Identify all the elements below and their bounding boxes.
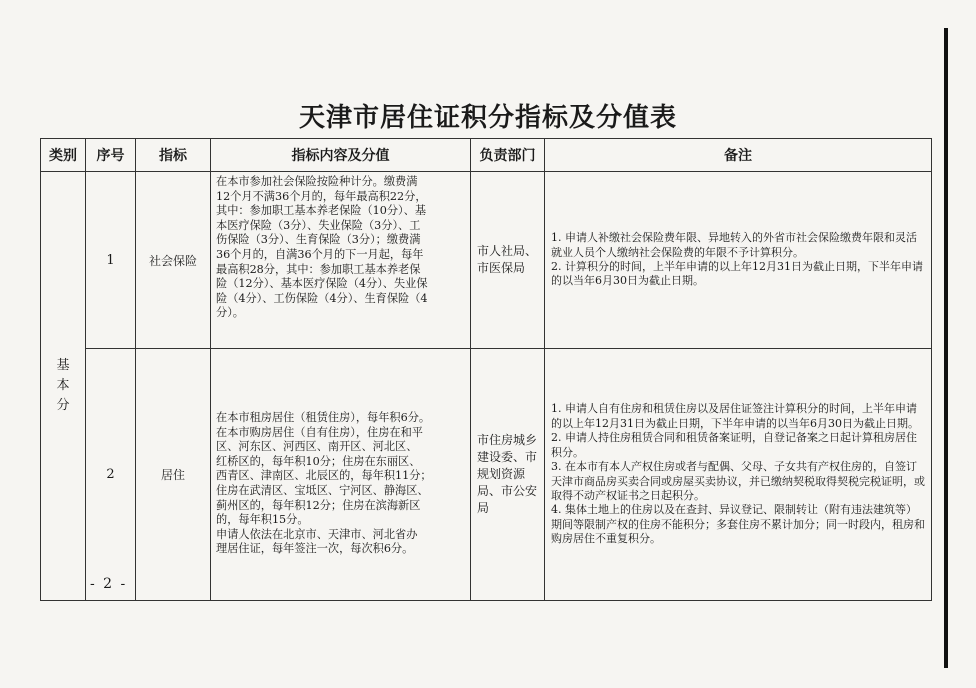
- content-line: 住房在武清区、宝坻区、宁河区、静海区、: [216, 484, 429, 497]
- content-line: 在本市租房居住（租赁住房），每年积6分。: [216, 411, 431, 425]
- content-line: 险（12分）、基本医疗保险（4分）、失业保: [216, 277, 428, 291]
- content-line: 申请人依法在北京市、天津市、河北省办: [216, 527, 418, 541]
- note-item: 1. 申请人自有住房和租赁住房以及居住证签注计算积分的时间，上半年申请的以上年12月31日为截止日期，下半年申请的以当年6月30日为截止日期。: [551, 402, 919, 430]
- header-department: 负责部门: [471, 139, 545, 172]
- page-title: 天津市居住证积分指标及分值表: [298, 103, 677, 133]
- content-line: 蓟州区的，每年积12分；住房在滨海新区: [216, 498, 421, 512]
- note-item: 4. 集体土地上的住房以及在查封、异议登记、限制转让（附有违法建筑等）期间等限制产权的住房不能积分；多套住房不累计加分；同一时段内，租房和购房居住不重复积分。: [551, 503, 925, 546]
- category-label: 基本分: [56, 358, 70, 413]
- notes-cell: [545, 349, 932, 601]
- header-indicator: 指标: [136, 139, 211, 172]
- note-item: 3. 在本市有本人产权住房或者与配偶、父母、子女共有产权住房的，自签订天津市商品房买卖合同或房屋买卖协议，并已缴纳契税取得契税完税证明，或取得不动产权证书之日起积分。: [551, 460, 925, 502]
- content-line: 36个月的，自满36个月的下一月起，每年: [216, 247, 424, 261]
- note-item: 2. 申请人持住房租赁合同和租赁备案证明，自登记备案之日起计算租房居住积分。: [551, 431, 917, 459]
- content-line: 最高积28分，其中：参加职工基本养老保: [216, 262, 421, 276]
- table-row: [41, 349, 932, 601]
- header-number: 序号: [86, 139, 136, 172]
- content-line: 其中：参加职工基本养老保险（10分）、基: [216, 204, 427, 218]
- content-line: 在本市购房居住（自有住房），住房在和平: [216, 425, 423, 439]
- row-number: 2: [86, 349, 136, 601]
- content-line: 在本市参加社会保险按险种计分。缴费满: [216, 175, 418, 188]
- content-line: 本医疗保险（3分）、失业保险（3分）、工: [216, 218, 421, 232]
- indicator-cell: 社会保险: [136, 172, 211, 349]
- header-content: 指标内容及分值: [211, 139, 471, 172]
- content-line: 伤保险（3分）、生育保险（3分）；缴费满: [216, 233, 421, 247]
- content-cell: [211, 172, 471, 349]
- content-line: 区、河东区、河西区、南开区、河北区、: [216, 440, 418, 454]
- content-line: 红桥区的，每年积10分；住房在东丽区、: [216, 454, 421, 468]
- department-cell: 市住房城乡建设委、市规划资源局、市公安局: [471, 349, 545, 601]
- department-cell: 市人社局、市医保局: [471, 172, 545, 349]
- note-item: 2. 计算积分的时间，上半年申请的以上年12月31日为截止日期，下半年申请的以当年6月30日为截止日期。: [551, 260, 923, 288]
- table-row: [41, 172, 932, 349]
- content-line: 12个月不满36个月的，每年最高积22分，: [216, 189, 427, 203]
- page-number: - 2 -: [90, 576, 128, 592]
- content-line: 险（4分）、工伤保险（4分）、生育保险（4: [216, 291, 428, 305]
- score-table: [40, 138, 932, 601]
- indicator-cell: 居住: [136, 349, 211, 601]
- content-line: 的，每年积15分。: [216, 513, 309, 527]
- content-line: 分）。: [216, 306, 244, 320]
- content-line: 西青区、津南区、北辰区的，每年积11分；: [216, 469, 432, 483]
- content-cell: [211, 349, 471, 601]
- row-number: 1: [86, 172, 136, 349]
- category-cell: [41, 172, 86, 601]
- table-header-row: [41, 139, 932, 172]
- notes-cell: [545, 172, 932, 349]
- header-notes: 备注: [545, 139, 932, 172]
- note-item: 1. 申请人补缴社会保险费年限、异地转入的外省市社会保险缴费年限和灵活就业人员个人缴纳社会保险费的年限不予计算积分。: [551, 231, 917, 259]
- header-category: 类别: [41, 139, 86, 172]
- content-line: 理居住证，每年签注一次，每次积6分。: [216, 542, 414, 556]
